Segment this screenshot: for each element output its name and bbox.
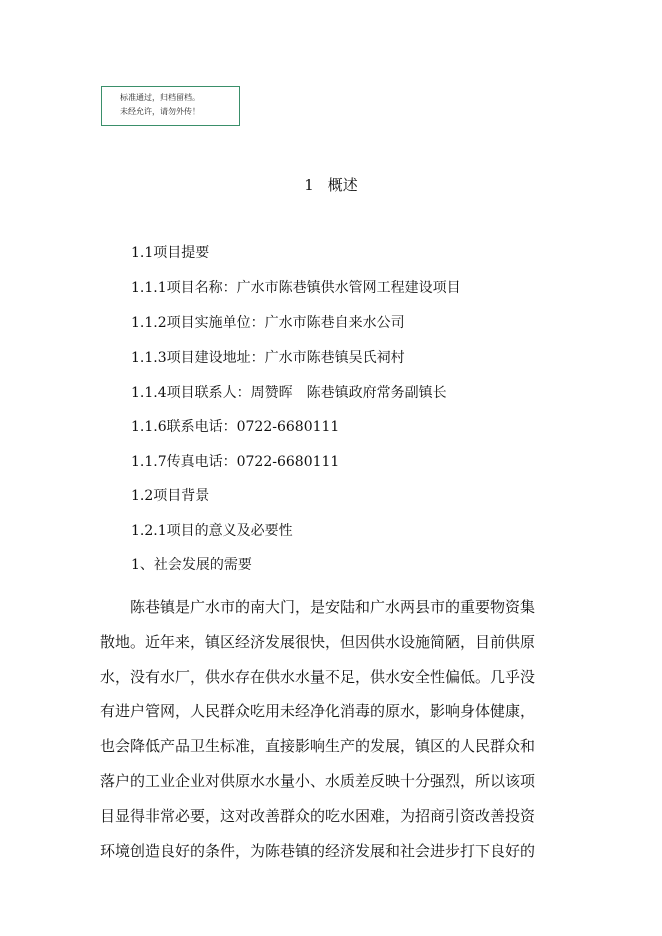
approval-stamp bbox=[101, 86, 240, 126]
paragraph-line: 也会降低产品卫生标准，直接影响生产的发展，镇区的人民群众和 bbox=[100, 737, 536, 756]
chapter-title-text: 概述 bbox=[327, 176, 358, 194]
stamp-line-2: 未经允许，请勿外传！ bbox=[120, 107, 200, 116]
fax-line: 1.1.7传真电话：0722-6680111 bbox=[131, 454, 340, 470]
paragraph-line: 目显得非常必要，这对改善群众的吃水困难，为招商引资改善投资 bbox=[100, 806, 536, 825]
paragraph-line: 环境创造良好的条件，为陈巷镇的经济发展和社会进步打下良好的 bbox=[100, 841, 536, 860]
paragraph-line: 陈巷镇是广水市的南大门，是安陆和广水两县市的重要物资集 bbox=[100, 598, 536, 616]
paragraph-line: 散地。近年来，镇区经济发展很快，但因供水设施简陋，目前供原 bbox=[100, 632, 536, 651]
stamp-line-1: 标准通过，归档留档。 bbox=[120, 93, 200, 102]
implementing-unit-line: 1.1.2项目实施单位：广水市陈巷自来水公司 bbox=[131, 315, 405, 331]
paragraph-line: 落户的工业企业对供原水水量小、水质差反映十分强烈，所以该项 bbox=[100, 771, 536, 790]
body-paragraph bbox=[100, 590, 558, 868]
chapter-title bbox=[0, 174, 662, 196]
significance-heading: 1.2.1项目的意义及必要性 bbox=[131, 523, 293, 539]
contact-person-line: 1.1.4项目联系人：周赞晖 陈巷镇政府常务副镇长 bbox=[131, 385, 447, 401]
paragraph-line: 有进户管网，人民群众吃用未经净化消毒的原水，影响身体健康， bbox=[100, 702, 536, 721]
section-heading: 1.1项目提要 bbox=[131, 245, 210, 261]
project-name-line: 1.1.1项目名称：广水市陈巷镇供水管网工程建设项目 bbox=[131, 280, 461, 296]
chapter-number: 1 bbox=[304, 176, 314, 194]
paragraph-line: 水，没有水厂，供水存在供水水量不足，供水安全性偏低。几乎没 bbox=[100, 667, 536, 686]
background-heading: 1.2项目背景 bbox=[131, 488, 210, 504]
construction-site-line: 1.1.3项目建设地址：广水市陈巷镇吴氏祠村 bbox=[131, 350, 405, 366]
social-need-heading: 1、社会发展的需要 bbox=[131, 557, 252, 573]
phone-line: 1.1.6联系电话：0722-6680111 bbox=[131, 419, 340, 435]
